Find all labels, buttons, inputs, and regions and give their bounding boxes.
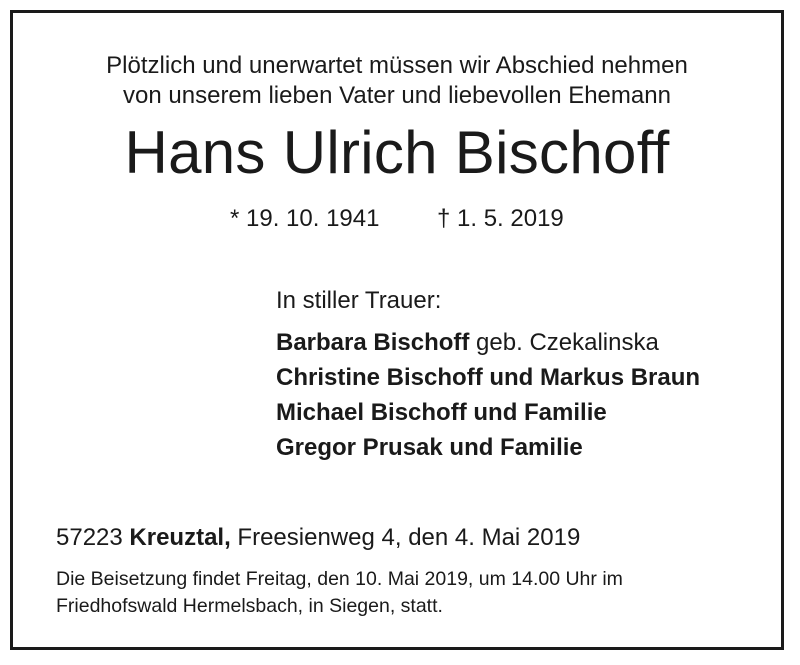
mourner-line-3: Michael Bischoff und Familie bbox=[276, 399, 607, 426]
obituary-notice bbox=[10, 10, 784, 650]
burial-info-line-2: Friedhofswald Hermelsbach, in Siegen, statt. bbox=[56, 595, 443, 617]
birth-date: * 19. 10. 1941 bbox=[230, 205, 380, 232]
intro-line-2: von unserem lieben Vater und liebevollen Ehemann bbox=[123, 82, 671, 109]
burial-info-line-1: Die Beisetzung findet Freitag, den 10. Mai 2019, um 14.00 Uhr im bbox=[56, 568, 623, 590]
death-date: † 1. 5. 2019 bbox=[437, 205, 564, 232]
address-zip: 57223 bbox=[56, 524, 130, 551]
mourner-name: Barbara Bischoff bbox=[276, 329, 470, 356]
address-street-date: Freesienweg 4, den 4. Mai 2019 bbox=[230, 524, 581, 551]
address-city: Kreuztal, bbox=[129, 524, 231, 551]
mourning-heading: In stiller Trauer: bbox=[276, 287, 442, 314]
intro-line-1: Plötzlich und unerwartet müssen wir Abschied nehmen bbox=[106, 52, 688, 79]
deceased-name: Hans Ulrich Bischoff bbox=[124, 119, 670, 186]
mourner-line-1 bbox=[276, 328, 659, 358]
mourner-line-4: Gregor Prusak und Familie bbox=[276, 434, 583, 461]
mourner-line-2: Christine Bischoff und Markus Braun bbox=[276, 364, 701, 391]
mourner-maiden-name: geb. Czekalinska bbox=[469, 329, 659, 356]
address-line bbox=[56, 523, 580, 553]
